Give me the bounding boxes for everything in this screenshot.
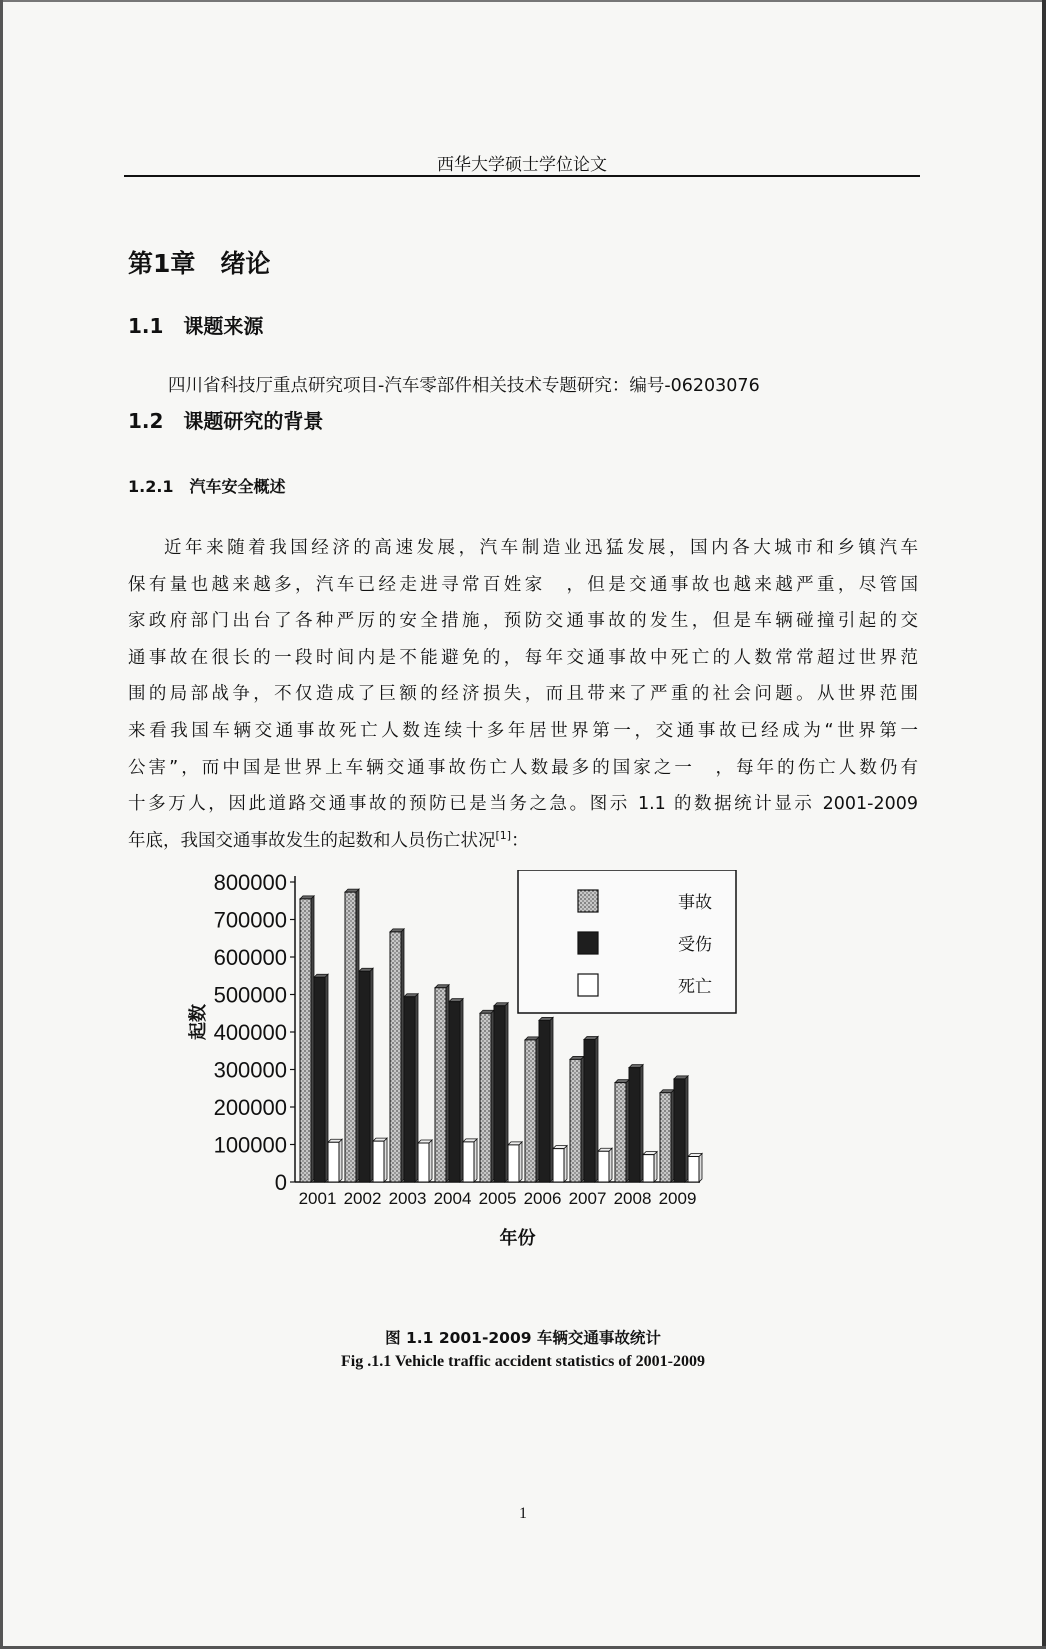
chapter-title: 第1章 绪论	[128, 249, 271, 278]
bar-deaths	[418, 1143, 429, 1182]
x-tick-label: 2005	[478, 1189, 517, 1208]
accident-chart	[180, 870, 780, 1330]
bar-accidents	[615, 1083, 626, 1182]
bar-accidents	[660, 1093, 671, 1182]
bar-accidents	[435, 988, 446, 1182]
page-number: 1	[519, 1505, 527, 1522]
bar-injured	[584, 1040, 595, 1183]
bar-accidents	[345, 892, 356, 1182]
legend-label: 受伤	[678, 935, 712, 955]
section-1-2-1-title: 1.2.1 汽车安全概述	[128, 477, 286, 496]
legend-swatch	[578, 932, 598, 954]
x-tick-label: 2008	[613, 1189, 652, 1208]
project-source-text: 四川省科技厅重点研究项目-汽车零部件相关技术专题研究：编号-06203076	[168, 376, 760, 396]
bar-deaths	[598, 1151, 609, 1182]
x-tick-label: 2002	[343, 1189, 382, 1208]
bar-injured	[494, 1006, 505, 1182]
bar-deaths	[463, 1142, 474, 1182]
x-tick-label: 2009	[658, 1189, 697, 1208]
legend-swatch	[578, 890, 598, 912]
y-axis-label: 起数	[188, 1004, 209, 1040]
body-line: 通事故在很长的一段时间内是不能避免的，每年交通事故中死亡的人数常常超过世界范	[128, 647, 918, 668]
bar-deaths	[328, 1142, 339, 1182]
legend-label: 死亡	[678, 977, 712, 997]
x-tick-label: 2006	[523, 1189, 562, 1208]
bar-accidents	[525, 1040, 536, 1182]
y-tick-label: 600000	[213, 945, 287, 970]
scan-edge-left	[0, 0, 3, 1649]
y-tick-label: 100000	[213, 1132, 287, 1158]
legend-swatch	[578, 974, 598, 996]
body-line: 来看我国车辆交通事故死亡人数连续十多年居世界第一，交通事故已经成为“世界第一	[128, 720, 918, 741]
bar-deaths	[508, 1145, 519, 1182]
bar-injured	[674, 1079, 685, 1182]
y-tick-label: 0	[274, 1170, 287, 1195]
bar-deaths	[688, 1157, 699, 1183]
section-1-2-title: 1.2 课题研究的背景	[128, 409, 324, 433]
body-paragraph	[128, 530, 918, 859]
body-line-text: 年底，我国交通事故发生的起数和人员伤亡状况	[128, 830, 496, 851]
bar-injured	[359, 971, 370, 1182]
y-tick-label: 700000	[213, 907, 287, 933]
y-tick-label: 300000	[213, 1057, 287, 1083]
figure-caption-en: Fig .1.1 Vehicle traffic accident statistics of 2001-2009	[341, 1353, 705, 1370]
x-tick-label: 2003	[388, 1189, 427, 1208]
bar-injured	[629, 1068, 640, 1182]
scan-edge-top	[0, 0, 1046, 2]
x-axis-label: 年份	[499, 1228, 536, 1249]
bar-accidents	[390, 932, 401, 1182]
header-rule	[124, 175, 920, 177]
body-line: 近年来随着我国经济的高速发展，汽车制造业迅猛发展，国内各大城市和乡镇汽车	[164, 538, 918, 558]
y-tick-label: 400000	[213, 1020, 287, 1045]
x-tick-label: 2001	[298, 1189, 337, 1208]
bar-deaths	[553, 1149, 564, 1182]
bar-injured	[539, 1020, 550, 1182]
bar-injured	[314, 977, 325, 1182]
body-line: 保有量也越来越多，汽车已经走进寻常百姓家 ，但是交通事故也越来越严重，尽管国	[128, 574, 918, 595]
bar-injured	[404, 997, 415, 1182]
y-tick-label: 500000	[213, 982, 287, 1008]
body-line: 围的局部战争，不仅造成了巨额的经济损失，而且带来了严重的社会问题。从世界范围	[128, 684, 918, 705]
body-line: 家政府部门出台了各种严厉的安全措施，预防交通事故的发生，但是车辆碰撞引起的交	[128, 611, 918, 632]
figure-caption-cn: 图 1.1 2001-2009 车辆交通事故统计	[385, 1329, 661, 1347]
citation-ref[interactable]: [1]	[495, 828, 512, 842]
bar-chart-svg	[180, 870, 780, 1330]
bar-deaths	[643, 1155, 654, 1182]
section-1-1-title: 1.1 课题来源	[128, 314, 264, 338]
x-tick-label: 2004	[433, 1189, 472, 1208]
body-line: 十多万人，因此道路交通事故的预防已是当务之急。图示 1.1 的数据统计显示 2001-2009	[128, 794, 918, 815]
scan-edge-right	[1042, 0, 1046, 1649]
body-line-end: ：	[511, 830, 529, 851]
bar-accidents	[300, 899, 311, 1182]
body-line-last	[128, 823, 918, 860]
bar-injured	[449, 1002, 460, 1182]
bar-accidents	[570, 1059, 581, 1182]
y-tick-label: 800000	[213, 870, 287, 895]
y-tick-label: 200000	[213, 1095, 287, 1120]
body-line: 公害”，而中国是世界上车辆交通事故伤亡人数最多的国家之一 ，每年的伤亡人数仍有	[128, 757, 918, 778]
x-tick-label: 2007	[568, 1189, 607, 1208]
bar-accidents	[480, 1013, 491, 1182]
running-head: 西华大学硕士学位论文	[437, 155, 607, 175]
legend-label: 事故	[678, 893, 712, 913]
bar-deaths	[373, 1141, 384, 1182]
